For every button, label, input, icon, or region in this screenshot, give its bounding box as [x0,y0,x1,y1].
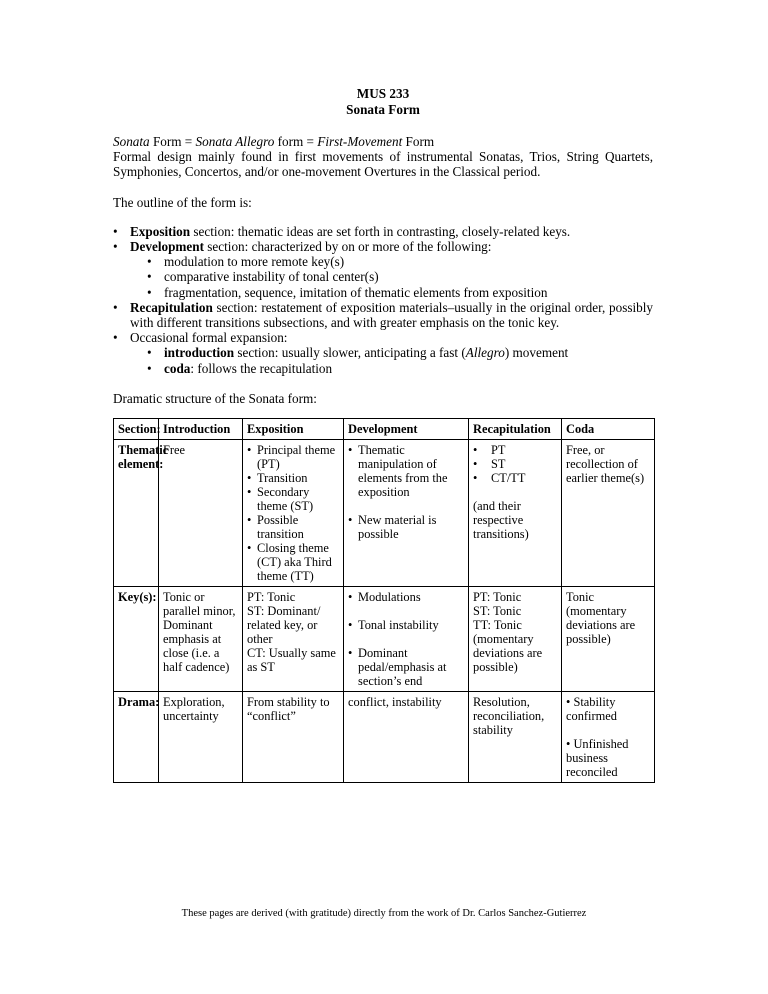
key-line: PT: Tonic [247,590,296,605]
thematic-exposition [243,440,344,587]
list-item: • Closing theme (CT) aka Third theme (TT) [247,541,339,583]
keys-exposition [243,587,344,692]
thematic-introduction: Free [159,440,243,587]
list-item: • Stability confirmed [566,695,617,724]
outline-list [113,224,653,376]
table-header-row [114,419,655,440]
drama-introduction: Exploration, uncertainty [159,692,243,783]
expansion-sublist [130,345,653,375]
outline-item-expansion: • Occasional formal expansion: • introduction section: usually slower, anticipating a fast (Allegro) movement • coda: follows the recapitulation [113,330,653,376]
list-item: • Principal theme (PT) [247,443,339,471]
list-item: • coda: follows the recapitulation [147,361,653,376]
thematic-development [344,440,469,587]
drama-development: conflict, instability [344,692,469,783]
list-item: • comparative instability of tonal center(s) [147,269,653,284]
list-item: • PT [473,443,557,457]
list-item: • Modulations [348,590,464,604]
list-item: • Possible transition [247,513,339,541]
development-sublist [130,254,653,300]
key-line: ST: Tonic [473,604,522,619]
row-label-keys: Key(s): [114,587,159,692]
page-footer: These pages are derived (with gratitude) directly from the work of Dr. Carlos Sanchez-Gutierrez [181,908,587,919]
document-title [113,86,653,118]
list-item: • ST [473,457,557,471]
drama-recapitulation: Resolution, reconciliation, stability [469,692,562,783]
header-development: Development [344,419,469,440]
list-item: • Unfinished business reconciled [566,737,629,780]
key-line: PT: Tonic [473,590,522,605]
list-item: • introduction section: usually slower, anticipating a fast (Allegro) movement [147,345,653,360]
dramatic-lead: Dramatic structure of the Sonata form: [113,390,317,406]
drama-exposition: From stability to “conflict” [243,692,344,783]
drama-coda [562,692,655,783]
key-line: (momentary deviations are possible) [473,632,543,675]
keys-coda: Tonic (momentary deviations are possible) [562,587,655,692]
row-label-thematic: Thematic element: [114,440,159,587]
outline-item-exposition: • Exposition section: thematic ideas are set forth in contrasting, closely-related keys. [113,224,653,239]
thematic-coda: Free, or recollection of earlier theme(s) [562,440,655,587]
keys-introduction: Tonic or parallel minor, Dominant emphasis at close (i.e. a half cadence) [159,587,243,692]
sonata-structure-table [113,418,655,783]
list-item: • Dominant pedal/emphasis at section’s end [348,646,464,688]
list-item: • Transition [247,471,339,485]
outline-item-development: • Development section: characterized by on or more of the following: • modulation to more remote key(s) • comparative instability of tonal center(s) • fragmentation, sequence, imitation of thematic elements from exposition [113,239,653,300]
outline-lead: The outline of the form is: [113,194,252,210]
header-coda: Coda [562,419,655,440]
recap-transitions-note: (and their respective transitions) [473,499,529,542]
form-equation: Sonata Form = Sonata Allegro form = First-Movement Form [113,134,435,149]
keys-recapitulation [469,587,562,692]
form-description: Formal design mainly found in first movements of instrumental Sonatas, Trios, String Quartets, Symphonies, Concertos, and/or one-movement Overtures in the Classical period. [113,149,653,180]
thematic-recapitulation [469,440,562,587]
list-item: • fragmentation, sequence, imitation of thematic elements from exposition [147,285,653,300]
list-item: • Thematic manipulation of elements from the exposition [348,443,464,499]
list-item: • modulation to more remote key(s) [147,254,653,269]
page-title: Sonata Form [346,102,420,117]
outline-item-recapitulation: • Recapitulation section: restatement of exposition materials–usually in the original order, possibly with different transitions subsections, and with greater emphasis on the tonic key. [113,300,653,330]
course-code: MUS 233 [356,86,410,101]
header-recapitulation: Recapitulation [469,419,562,440]
list-item: • New material is possible [348,513,464,541]
header-section: Section: [114,419,159,440]
document-page [113,86,653,783]
table-row-thematic [114,440,655,587]
table-row-drama [114,692,655,783]
table-row-keys [114,587,655,692]
header-exposition: Exposition [243,419,344,440]
keys-development [344,587,469,692]
list-item: • Secondary theme (ST) [247,485,339,513]
list-item: • CT/TT [473,471,557,485]
key-line: CT: Usually same as ST [247,646,336,675]
key-line: TT: Tonic [473,618,522,633]
header-introduction: Introduction [159,419,243,440]
list-item: • Tonal instability [348,618,464,632]
row-label-drama: Drama: [114,692,159,783]
key-line: ST: Dominant/ related key, or other [247,604,321,647]
